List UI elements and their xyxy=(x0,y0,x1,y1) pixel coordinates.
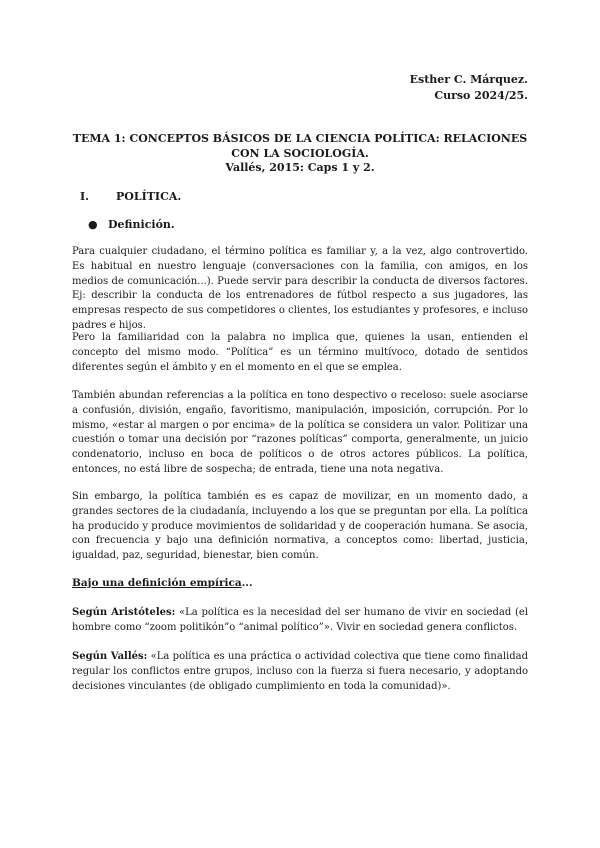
paragraph-aristoteles xyxy=(72,606,528,636)
bullet-icon: ● xyxy=(88,218,98,231)
paragraph-valles xyxy=(72,650,528,694)
title-main: TEMA 1: CONCEPTOS BÁSICOS DE LA CIENCIA POLÍTICA: RELACIONES CON LA SOCIOLOGÍA. xyxy=(72,132,528,160)
paragraph-4: Sin embargo, la política también es es capaz de movilizar, en un momento dado, a grandes sectores de la ciudadanía, incluyendo a los que se preguntan por ella. La política ha producido y produce movimientos de solidaridad y de cooperación humana. Se asocia, con frecuencia y bajo una definición normativa, a conceptos como: libertad, justicia, igualdad, paz, seguridad, bienestar, bien común. xyxy=(72,491,528,562)
paragraph-3: También abundan referencias a la política en tono despectivo o receloso: suele asociarse a confusión, división, engaño, favoritismo, manipulación, imposición, corrupción. Por lo mismo, «estar al margen o por encima» de la política se considera un valor. Politizar una cuestión o tomar una decisión por “razones políticas” comporta, generalmente, un juicio condenatorio, incluso en boca de políticos o de otros actores públicos. La política, entonces, no está libre de sospecha; de entrada, tiene una nota negativa. xyxy=(72,390,528,475)
empirical-heading-text: Bajo una definición empírica xyxy=(72,577,242,589)
empirical-heading-suffix: ... xyxy=(241,577,253,589)
subsection-heading xyxy=(88,218,175,231)
valles-lead: Según Vallés: xyxy=(72,651,148,662)
section-title: POLÍTICA. xyxy=(116,190,182,203)
valles-text: «La política es una práctica o actividad colectiva que tiene como finalidad regular los conflictos entre grupos, incluso con la fuerza si fuera necesario, y adoptando decisiones vinculantes (de obligado cumplimiento en toda la comunidad)». xyxy=(72,651,528,692)
paragraph-1: Para cualquier ciudadano, el término política es familiar y, a la vez, algo controvertido. Es habitual en nuestro lenguaje (conversaciones con la familia, con amigos, en los medios de comunicación...). Puede servir para describir la conducta de diversos factores. Ej: describir la conducta de los entrenadores de fútbol respecto a sus jugadores, las empresas respecto de sus competidores o clientes, los estudiantes y profesores, e incluso padres e hijos. xyxy=(72,246,528,331)
subsection-title: Definición. xyxy=(108,218,175,231)
author-name: Esther C. Márquez. xyxy=(409,73,528,86)
title-reference: Vallés, 2015: Caps 1 y 2. xyxy=(225,161,375,174)
aristoteles-lead: Según Aristóteles: xyxy=(72,607,176,618)
section-heading xyxy=(72,190,181,203)
paragraph-2: Pero la familiaridad con la palabra no implica que, quienes la usan, entienden el concepto del mismo modo. “Política” es un término multívoco, dotado de sentidos diferentes según el ámbito y en el momento en el que se emplea. xyxy=(72,332,528,373)
document-header xyxy=(410,72,528,104)
aristoteles-text: «La política es la necesidad del ser humano de vivir en sociedad (el hombre como “zoom politikón”o “animal político”». Vivir en sociedad genera conflictos. xyxy=(72,607,528,633)
course-year: Curso 2024/25. xyxy=(434,89,528,102)
empirical-heading xyxy=(72,577,253,589)
document-title xyxy=(72,132,528,176)
section-number: I. xyxy=(80,190,89,203)
